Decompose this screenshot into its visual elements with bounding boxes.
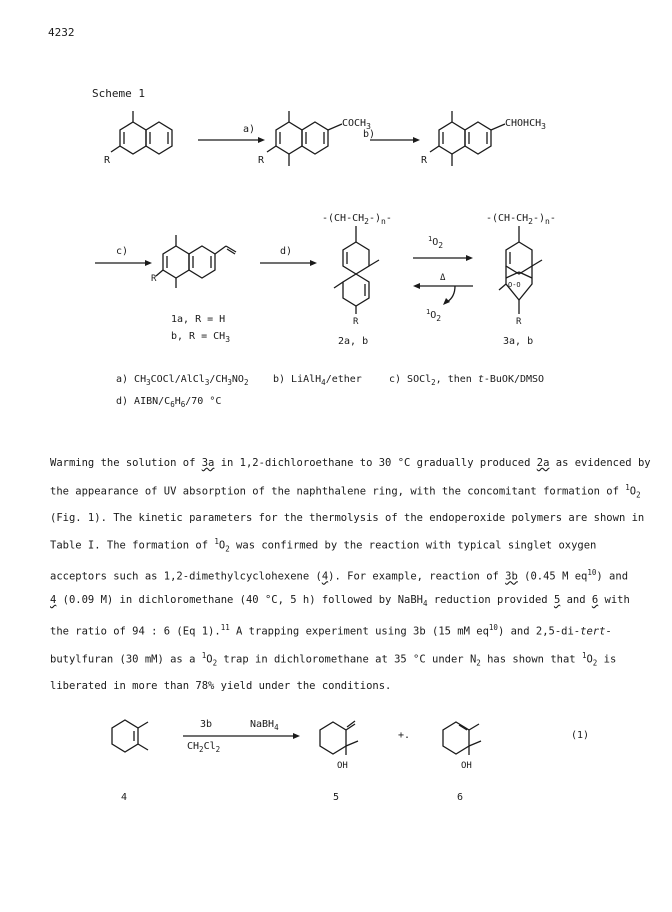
body-line: 4 (0.09 M) in dichloromethane (40 °C, 5 h) followed by NaBH$_4$ reduction provided 5 and 6 with (50, 594, 630, 609)
eq-reagent-3b: 3b (200, 719, 213, 730)
arrow-a-label: a) (243, 124, 256, 135)
r-substituent-4: R (151, 274, 157, 284)
acetyl-naphthalene (267, 111, 342, 166)
body-line: (Fig. 1). The kinetic parameters for the thermolysis of the endoperoxide polymers are shown in (50, 511, 645, 524)
singlet-oxygen-release: $^1O_2$ (426, 308, 442, 323)
compound-1b-label: b, $R = CH_3$ (171, 331, 231, 344)
compound-2-label: 2a, b (338, 336, 369, 347)
eq-label-4: 4 (121, 792, 128, 803)
product-6 (443, 722, 481, 755)
eq-label-6: 6 (457, 792, 464, 803)
arrow-singlet-oxygen-release (447, 286, 455, 302)
polymer-naphthalene-2 (334, 226, 379, 314)
naphthalene-starting-material (111, 111, 172, 154)
body-line: Table I. The formation of $^1O_2$ was confirmed by the reaction with typical singlet oxygen (50, 537, 597, 554)
condition-c: c) SOCl$_2$, then t-BuOK/DMSO (389, 374, 545, 387)
arrow-b-label: b) (363, 129, 376, 140)
eq-oh-5: OH (337, 761, 348, 771)
carbinol-naphthalene (430, 111, 505, 166)
dimethylcyclohexene-4 (112, 720, 148, 752)
condition-d: d) AIBN/$C_6H_6/70$ °C (116, 396, 222, 409)
singlet-oxygen-forward: $^1O_2$ (428, 235, 444, 250)
acetyl-group: $COCH_3$ (342, 118, 371, 131)
body-line: Warming the solution of 3a in 1,2-dichloroethane to 30 °C gradually produced 2a as evidenced by (50, 457, 651, 469)
body-line: the ratio of 94 : 6 (Eq 1).$^{11}$ A trapping experiment using 3b (15 mM $eq^{10}$) and 2,5-di-tert- (50, 622, 612, 638)
body-line: butylfuran (30 mM) as a $^1O_2$ trap in dichloromethane at 35 °C under $N_2$ has shown that $^1O_2$ is (50, 650, 617, 668)
eq-reagent-nabh4: NaBH$_4$ (250, 719, 279, 732)
r-substituent-1: R (104, 155, 111, 166)
arrow-c-label: c) (116, 246, 129, 257)
r-substituent-2: R (258, 155, 265, 166)
r-substituent-5: R (353, 317, 359, 327)
body-line: the appearance of UV absorption of the naphthalene ring, with the concomitant formation of $^1O_2$ (50, 482, 641, 500)
scheme-title: Scheme 1 (92, 87, 145, 100)
polymer-chain-2: $-(CH-CH_2-)_n-$ (322, 213, 392, 226)
page-number: 4232 (48, 26, 75, 39)
eq-reagent-solvent: $CH_2Cl_2$ (187, 741, 221, 754)
peroxide-bridge-label: O-O (508, 281, 521, 289)
r-substituent-3: R (421, 155, 428, 166)
endoperoxide-polymer-3 (499, 226, 542, 314)
body-line: acceptors such as 1,2-dimethylcyclohexene (4). For example, reaction of 3b (0.45 M $eq^{10}$) and (50, 568, 629, 583)
eq-label-5: 5 (333, 792, 340, 803)
product-5 (320, 721, 358, 755)
compound-3-label: 3a, b (503, 336, 534, 347)
eq-plus: +. (398, 730, 411, 741)
arrow-d-label: d) (280, 246, 293, 257)
body-line: liberated in more than 78% yield under the conditions. (50, 679, 392, 692)
vinyl-naphthalene-1 (156, 235, 236, 288)
body-paragraph (50, 452, 651, 698)
eq-number: (1) (571, 730, 590, 741)
condition-a: a) $CH_3COCl/AlCl_3/CH_3NO_2$ (116, 374, 249, 387)
heat-symbol: Δ (440, 273, 446, 283)
condition-b: b) LiAlH$_4$/ether (273, 374, 362, 387)
polymer-chain-3: $-(CH-CH_2-)_n-$ (486, 213, 556, 226)
compound-1a-label: 1a, R = H (171, 314, 226, 325)
r-substituent-6: R (516, 317, 522, 327)
carbinol-group: $CHOHCH_3$ (505, 118, 546, 131)
eq-oh-6: OH (461, 761, 472, 771)
